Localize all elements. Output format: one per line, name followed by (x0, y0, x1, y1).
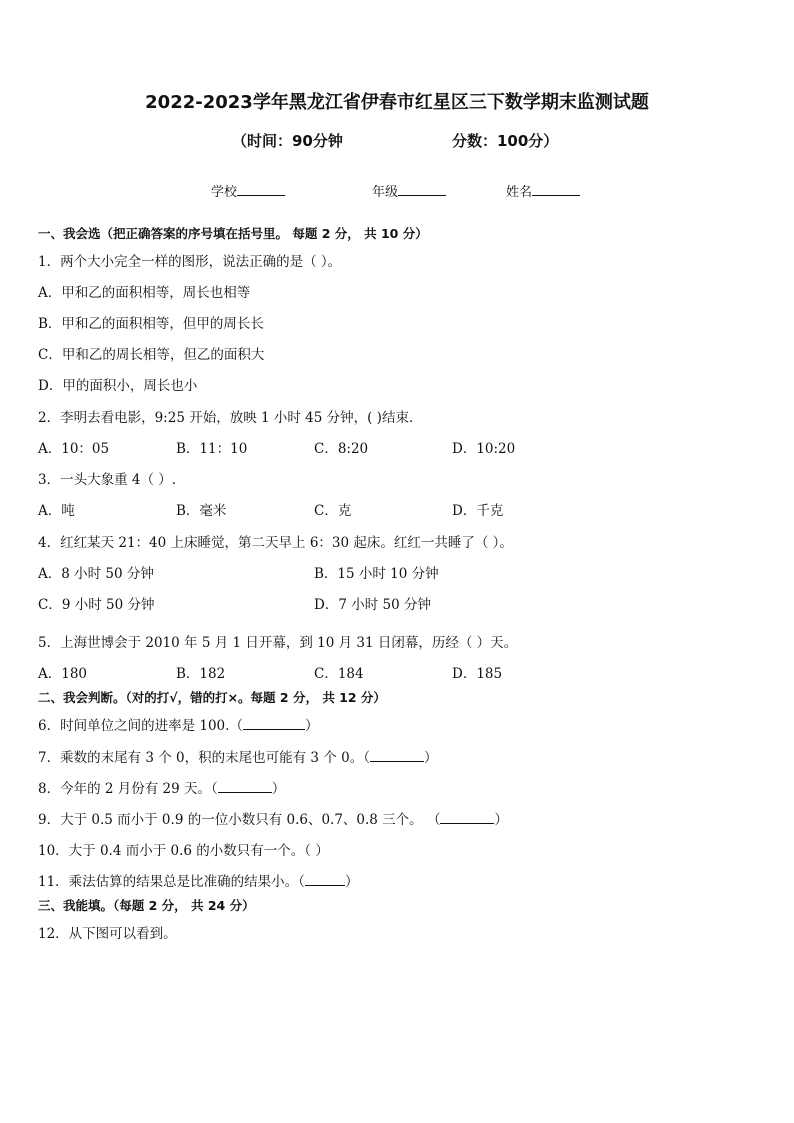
q9-close: ） (494, 812, 508, 828)
grade-blank[interactable] (398, 183, 446, 196)
q9-answer-blank[interactable] (440, 811, 494, 824)
q6-text: 6．时间单位之间的进率是 100.（ (38, 718, 243, 734)
question-11 (38, 870, 358, 890)
q2-option-c[interactable]: C．8:20 (314, 441, 369, 457)
question-9 (38, 808, 508, 828)
name-label: 姓名 (506, 185, 533, 200)
q7-text: 7．乘数的末尾有 3 个 0，积的末尾也可能有 3 个 0。（ (38, 750, 370, 766)
q11-close: ） (344, 874, 359, 890)
q2-option-b[interactable]: B．11：10 (176, 441, 248, 457)
q5-option-b[interactable]: B．182 (176, 666, 226, 682)
question-1: 1．两个大小完全一样的图形，说法正确的是（ ）。 (38, 254, 342, 270)
q5-option-a[interactable]: A．180 (38, 666, 88, 682)
q3-option-d[interactable]: D．千克 (452, 503, 504, 519)
school-blank[interactable] (237, 183, 285, 196)
section3-heading: 三、我能填。（每题 2 分， 共 24 分） (38, 898, 255, 913)
grade-field (372, 181, 446, 200)
q2-option-a[interactable]: A．10：05 (38, 441, 110, 457)
q6-answer-blank[interactable] (243, 717, 305, 730)
q3-option-c[interactable]: C．克 (314, 503, 352, 519)
q1-option-c[interactable]: C．甲和乙的周长相等，但乙的面积大 (38, 347, 265, 363)
exam-title: 2022-2023学年黑龙江省伊春市红星区三下数学期末监测试题 (145, 92, 649, 113)
q4-option-a[interactable]: A．8 小时 50 分钟 (38, 566, 154, 582)
q8-close: ） (271, 781, 286, 797)
question-2: 2．李明去看电影，9:25 开始，放映 1 小时 45 分钟，( )结束． (38, 410, 423, 426)
q5-option-c[interactable]: C．184 (314, 666, 364, 682)
question-6 (38, 714, 318, 734)
question-7 (38, 746, 437, 766)
name-blank[interactable] (532, 183, 580, 196)
q2-option-d[interactable]: D．10:20 (452, 441, 516, 457)
question-8 (38, 777, 285, 797)
q1-option-d[interactable]: D．甲的面积小，周长也小 (38, 378, 198, 394)
q11-text: 11．乘法估算的结果总是比准确的结果小。（ (38, 874, 305, 890)
question-3: 3．一头大象重 4（ ）. (38, 472, 177, 488)
q3-option-a[interactable]: A．吨 (38, 503, 75, 519)
q7-close: ） (423, 750, 438, 766)
name-field (506, 181, 580, 200)
school-field (211, 181, 285, 200)
section2-heading: 二、我会判断。（对的打√，错的打×。每题 2 分， 共 12 分） (38, 690, 386, 705)
q1-option-b[interactable]: B．甲和乙的面积相等，但甲的周长长 (38, 316, 264, 332)
q3-option-b[interactable]: B．毫米 (176, 503, 227, 519)
exam-time: （时间：90分钟 (232, 132, 343, 150)
q1-option-a[interactable]: A．甲和乙的面积相等，周长也相等 (38, 285, 251, 301)
question-5: 5．上海世博会于 2010 年 5 月 1 日开幕，到 10 月 31 日闭幕，历经（ ）天。 (38, 635, 518, 651)
question-10: 10．大于 0.4 而小于 0.6 的小数只有一个。（ ） (38, 843, 329, 859)
q8-text: 8．今年的 2 月份有 29 天。（ (38, 781, 218, 797)
q4-option-d[interactable]: D．7 小时 50 分钟 (314, 597, 431, 613)
q4-option-b[interactable]: B．15 小时 10 分钟 (314, 566, 439, 582)
question-12: 12．从下图可以看到。 (38, 926, 177, 942)
q6-close: ） (304, 718, 319, 734)
q5-option-d[interactable]: D．185 (452, 666, 503, 682)
question-4: 4．红红某天 21：40 上床睡觉，第二天早上 6：30 起床。红红一共睡了（ ）。 (38, 535, 513, 551)
q8-answer-blank[interactable] (218, 780, 272, 793)
exam-score: 分数：100分） (452, 132, 559, 150)
q11-answer-blank[interactable] (305, 873, 345, 886)
school-label: 学校 (211, 185, 238, 200)
q9-text: 9．大于 0.5 而小于 0.9 的一位小数只有 0.6、0.7、0.8 三个。 （ (38, 812, 441, 828)
q7-answer-blank[interactable] (370, 749, 424, 762)
section1-heading: 一、我会选（把正确答案的序号填在括号里。 每题 2 分， 共 10 分） (38, 226, 428, 241)
q4-option-c[interactable]: C．9 小时 50 分钟 (38, 597, 155, 613)
grade-label: 年级 (372, 185, 399, 200)
